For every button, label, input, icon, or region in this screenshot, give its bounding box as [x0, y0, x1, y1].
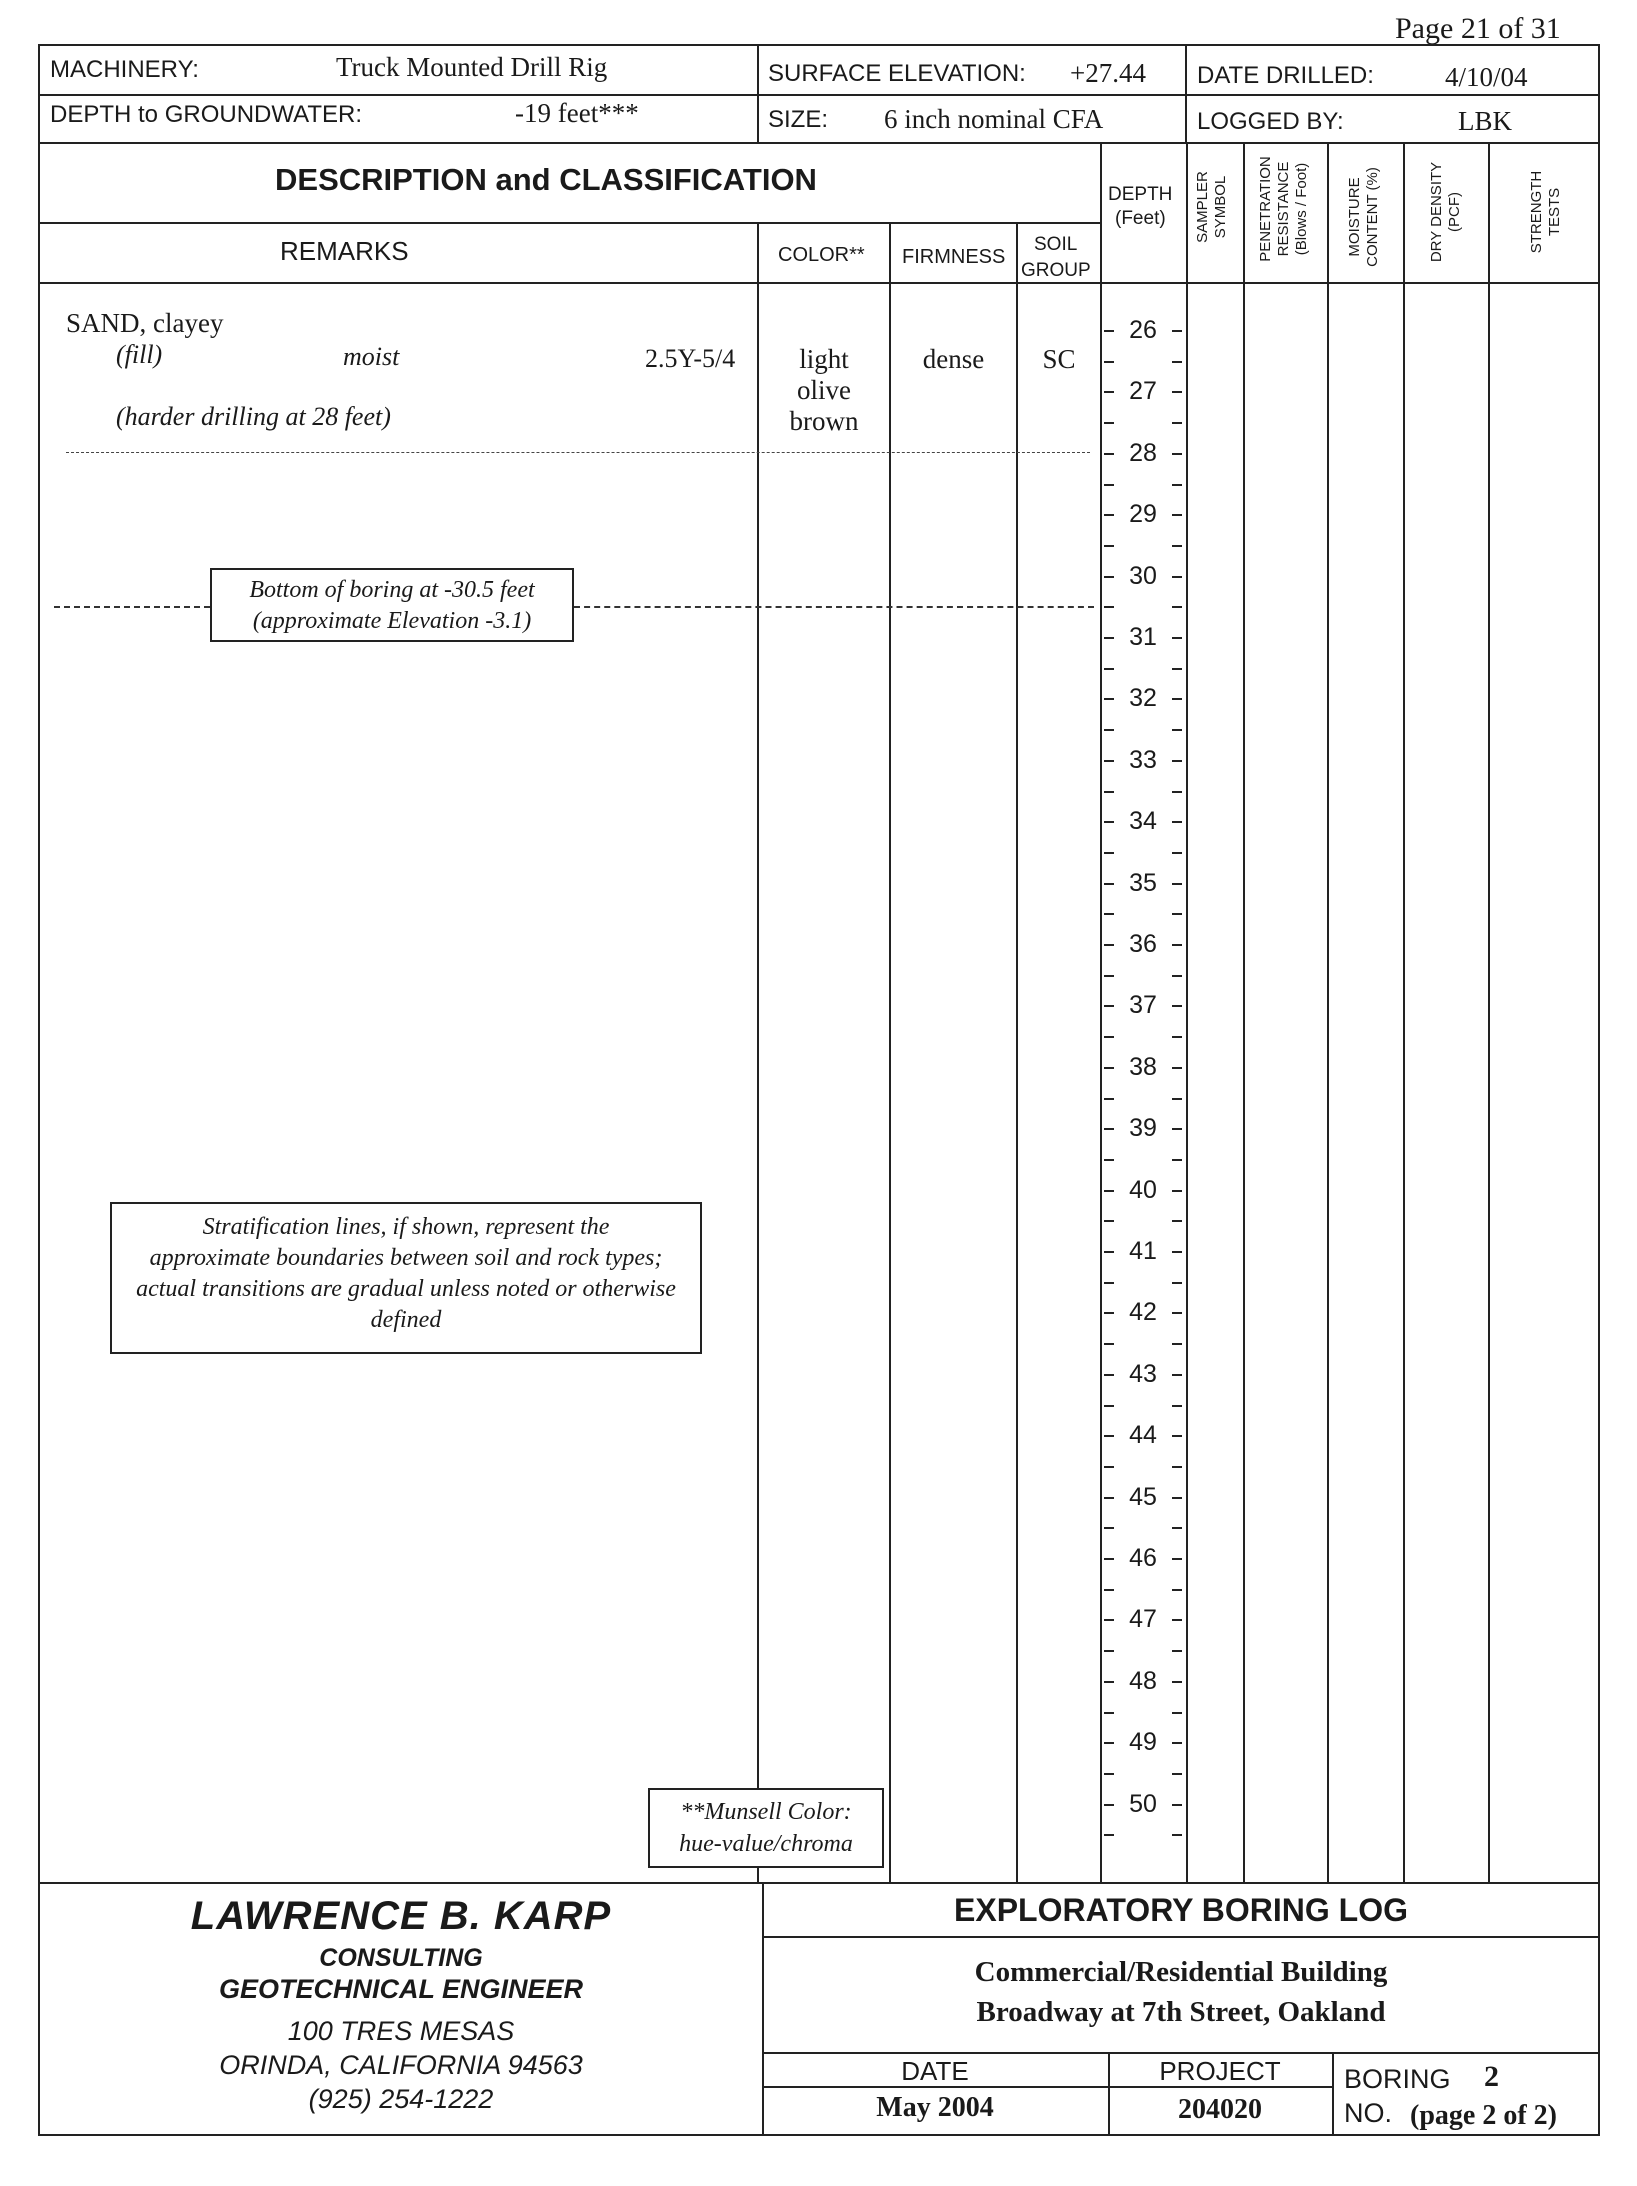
- address-line1: 100 TRES MESAS: [287, 2016, 515, 2046]
- machinery-label: MACHINERY:: [50, 56, 199, 83]
- depth-tick: [1104, 1251, 1114, 1253]
- depth-tick: [1104, 1619, 1114, 1621]
- depth-tick: [1104, 576, 1114, 578]
- depth-tick: [1172, 1159, 1182, 1161]
- depth-tick: [1104, 1712, 1114, 1714]
- depth-tick: [1104, 361, 1114, 363]
- depth-tick: [1104, 1681, 1114, 1683]
- layer-color: light olive brown: [789, 344, 859, 436]
- depth-label: 31: [1129, 623, 1157, 651]
- depth-tick: [1104, 514, 1114, 516]
- depth-label: 32: [1129, 684, 1157, 713]
- depth-tick: [1172, 1405, 1182, 1407]
- depth-tick: [1104, 791, 1114, 793]
- company-name: LAWRENCE B. KARP: [190, 1894, 612, 1938]
- depth-tick: [1172, 576, 1182, 578]
- depth-tick: [1104, 484, 1114, 486]
- depth-tick: [1104, 1220, 1114, 1222]
- depth-tick: [1172, 422, 1182, 424]
- depth-label: 38: [1129, 1052, 1157, 1081]
- logged-by-label: LOGGED BY:: [1197, 108, 1344, 135]
- depth-tick: [1172, 852, 1182, 854]
- depth-tick: [1104, 1005, 1114, 1007]
- layer-firmness: dense: [922, 344, 985, 374]
- depth-tick: [1172, 1312, 1182, 1314]
- depth-tick: [1172, 1374, 1182, 1376]
- phone: (925) 254-1222: [308, 2084, 494, 2114]
- depth-tick: [1172, 1251, 1182, 1253]
- depth-label: 30: [1129, 561, 1157, 590]
- depth-tick: [1104, 606, 1114, 608]
- logged-by-value: LBK: [1458, 106, 1512, 136]
- depth-tick: [1172, 1712, 1182, 1714]
- depth-tick: [1172, 1220, 1182, 1222]
- surface-elevation-label: SURFACE ELEVATION:: [768, 60, 1026, 87]
- depth-tick: [1172, 1773, 1182, 1775]
- depth-tick: [1172, 514, 1182, 516]
- soil-group-header-2: GROUP: [1021, 260, 1091, 281]
- depth-tick: [1104, 1374, 1114, 1376]
- date-drilled-label: DATE DRILLED:: [1197, 62, 1374, 89]
- moisture-header: MOISTURE CONTENT (%): [1346, 167, 1381, 267]
- depth-tick: [1172, 698, 1182, 700]
- depth-tick: [1104, 422, 1114, 424]
- machinery-value: Truck Mounted Drill Rig: [336, 52, 608, 82]
- dry-density-header: DRY DENSITY (PCF): [1428, 161, 1463, 263]
- depth-tick: [1104, 330, 1114, 332]
- depth-tick: [1104, 1804, 1114, 1806]
- depth-tick: [1104, 698, 1114, 700]
- description-title: DESCRIPTION and CLASSIFICATION: [275, 162, 817, 197]
- depth-tick: [1104, 1067, 1114, 1069]
- depth-header-1: DEPTH: [1108, 184, 1173, 205]
- depth-tick: [1104, 1282, 1114, 1284]
- depth-tick: [1172, 1098, 1182, 1100]
- depth-tick: [1172, 944, 1182, 946]
- depth-tick: [1172, 637, 1182, 639]
- depth-label: 37: [1129, 991, 1157, 1020]
- sampler-header: SAMPLER SYMBOL: [1194, 171, 1229, 243]
- date-label: DATE: [901, 2056, 969, 2086]
- company-line2: CONSULTING: [319, 1944, 483, 1972]
- layer-soil-group: SC: [1042, 344, 1076, 374]
- depth-label: 26: [1129, 316, 1157, 344]
- depth-tick: [1104, 1128, 1114, 1130]
- address-line2: ORINDA, CALIFORNIA 94563: [219, 2050, 583, 2080]
- depth-tick: [1172, 1527, 1182, 1529]
- bottom-line-right: [574, 606, 1094, 608]
- depth-tick: [1172, 484, 1182, 486]
- log-title: EXPLORATORY BORING LOG: [954, 1892, 1408, 1928]
- depth-tick: [1104, 668, 1114, 670]
- color-header: COLOR**: [778, 244, 865, 266]
- date-drilled-value: 4/10/04: [1445, 62, 1528, 92]
- depth-label: 36: [1129, 930, 1157, 958]
- depth-tick: [1172, 1190, 1182, 1192]
- depth-tick: [1172, 668, 1182, 670]
- depth-label: 40: [1129, 1175, 1157, 1204]
- depth-tick: [1172, 883, 1182, 885]
- depth-tick: [1104, 852, 1114, 854]
- depth-label: 33: [1129, 745, 1157, 774]
- bottom-of-boring-note: Bottom of boring at -30.5 feet (approximate Elevation -3.1): [210, 568, 574, 642]
- depth-tick: [1104, 1589, 1114, 1591]
- depth-label: 43: [1129, 1359, 1157, 1388]
- munsell-note: **Munsell Color: hue-value/chroma: [648, 1788, 884, 1868]
- layer-moisture: moist: [343, 342, 400, 371]
- depth-tick: [1172, 1036, 1182, 1038]
- depth-label: 27: [1129, 377, 1157, 406]
- depth-header-2: (Feet): [1115, 208, 1166, 229]
- depth-tick: [1104, 975, 1114, 977]
- depth-tick: [1104, 1650, 1114, 1652]
- depth-label: 48: [1129, 1666, 1157, 1695]
- bottom-line-left: [54, 606, 210, 608]
- size-value: 6 inch nominal CFA: [884, 104, 1104, 134]
- depth-tick: [1172, 1497, 1182, 1499]
- depth-tick: [1172, 821, 1182, 823]
- depth-tick: [1172, 1834, 1182, 1836]
- depth-tick: [1172, 791, 1182, 793]
- depth-label: 29: [1129, 500, 1157, 529]
- depth-label: 44: [1129, 1421, 1157, 1450]
- project-line2: Broadway at 7th Street, Oakland: [976, 1996, 1386, 2028]
- surface-elevation-value: +27.44: [1070, 58, 1146, 88]
- remarks-header: REMARKS: [280, 236, 409, 266]
- depth-tick: [1104, 1312, 1114, 1314]
- depth-tick: [1172, 1435, 1182, 1437]
- depth-tick: [1104, 883, 1114, 885]
- depth-tick: [1172, 975, 1182, 977]
- depth-tick: [1172, 1619, 1182, 1621]
- page-number: Page 21 of 31: [1395, 12, 1561, 45]
- depth-label: 45: [1129, 1482, 1157, 1511]
- project-value: 204020: [1178, 2094, 1262, 2125]
- depth-tick: [1172, 606, 1182, 608]
- depth-label: 47: [1129, 1605, 1157, 1634]
- strength-header: STRENGTH TESTS: [1528, 170, 1563, 254]
- depth-tick: [1104, 1036, 1114, 1038]
- depth-tick: [1172, 1558, 1182, 1560]
- boring-label: BORING: [1344, 2064, 1451, 2094]
- firmness-header: FIRMNESS: [902, 246, 1006, 268]
- depth-tick: [1172, 1681, 1182, 1683]
- depth-label: 42: [1129, 1298, 1157, 1327]
- depth-label: 39: [1129, 1114, 1157, 1143]
- date-value: May 2004: [876, 2092, 994, 2123]
- layer-name: SAND, clayey: [66, 308, 224, 338]
- layer-munsell: 2.5Y-5/4: [645, 344, 736, 373]
- depth-tick: [1172, 760, 1182, 762]
- depth-tick: [1172, 1742, 1182, 1744]
- depth-tick: [1104, 1405, 1114, 1407]
- depth-label: 49: [1129, 1728, 1157, 1757]
- depth-tick: [1172, 729, 1182, 731]
- project-label: PROJECT: [1159, 2056, 1281, 2086]
- depth-tick: [1104, 729, 1114, 731]
- project-line1: Commercial/Residential Building: [974, 1956, 1388, 1988]
- depth-label: 34: [1129, 807, 1157, 836]
- depth-tick: [1172, 1128, 1182, 1130]
- depth-tick: [1104, 1773, 1114, 1775]
- depth-tick: [1104, 913, 1114, 915]
- groundwater-label: DEPTH to GROUNDWATER:: [50, 101, 363, 128]
- depth-tick: [1104, 391, 1114, 393]
- penetration-header: PENETRATION RESISTANCE (Blows / Foot): [1257, 156, 1310, 262]
- depth-tick: [1104, 944, 1114, 946]
- layer-note: (harder drilling at 28 feet): [116, 402, 391, 431]
- depth-tick: [1172, 1343, 1182, 1345]
- depth-tick: [1104, 1466, 1114, 1468]
- depth-tick: [1172, 453, 1182, 455]
- depth-tick: [1104, 453, 1114, 455]
- depth-tick: [1104, 1343, 1114, 1345]
- depth-tick: [1104, 760, 1114, 762]
- depth-tick: [1172, 1466, 1182, 1468]
- depth-tick: [1104, 821, 1114, 823]
- depth-tick: [1172, 1589, 1182, 1591]
- depth-tick: [1104, 1742, 1114, 1744]
- depth-tick: [1104, 545, 1114, 547]
- depth-tick: [1172, 330, 1182, 332]
- depth-label: 28: [1129, 438, 1157, 467]
- depth-tick: [1104, 1435, 1114, 1437]
- depth-tick: [1172, 1650, 1182, 1652]
- page-of: (page 2 of 2): [1410, 2100, 1557, 2131]
- no-label: NO.: [1344, 2098, 1393, 2128]
- depth-tick: [1104, 1558, 1114, 1560]
- depth-tick: [1172, 391, 1182, 393]
- depth-tick: [1104, 1190, 1114, 1192]
- depth-label: 46: [1129, 1544, 1157, 1572]
- depth-tick: [1104, 1834, 1114, 1836]
- depth-tick: [1172, 545, 1182, 547]
- depth-tick: [1172, 1804, 1182, 1806]
- boring-value: 2: [1484, 2060, 1499, 2093]
- depth-tick: [1104, 1098, 1114, 1100]
- depth-tick: [1172, 1282, 1182, 1284]
- layer-fill: (fill): [116, 340, 163, 369]
- depth-tick: [1104, 1159, 1114, 1161]
- soil-group-header-1: SOIL: [1034, 234, 1078, 255]
- depth-label: 41: [1129, 1237, 1157, 1265]
- groundwater-value: -19 feet***: [515, 98, 639, 128]
- depth-tick: [1172, 913, 1182, 915]
- depth-tick: [1172, 361, 1182, 363]
- company-line3: GEOTECHNICAL ENGINEER: [218, 1974, 584, 2004]
- stratification-line: [66, 452, 1090, 453]
- depth-tick: [1104, 637, 1114, 639]
- depth-label: 50: [1129, 1789, 1157, 1818]
- depth-tick: [1104, 1497, 1114, 1499]
- depth-label: 35: [1129, 868, 1157, 897]
- stratification-note: Stratification lines, if shown, represent the approximate boundaries between soil and rock types; actual transitions are gradual unless noted or otherwise defined: [110, 1202, 702, 1354]
- size-label: SIZE:: [768, 106, 829, 133]
- depth-tick: [1172, 1067, 1182, 1069]
- depth-tick: [1104, 1527, 1114, 1529]
- depth-tick: [1172, 1005, 1182, 1007]
